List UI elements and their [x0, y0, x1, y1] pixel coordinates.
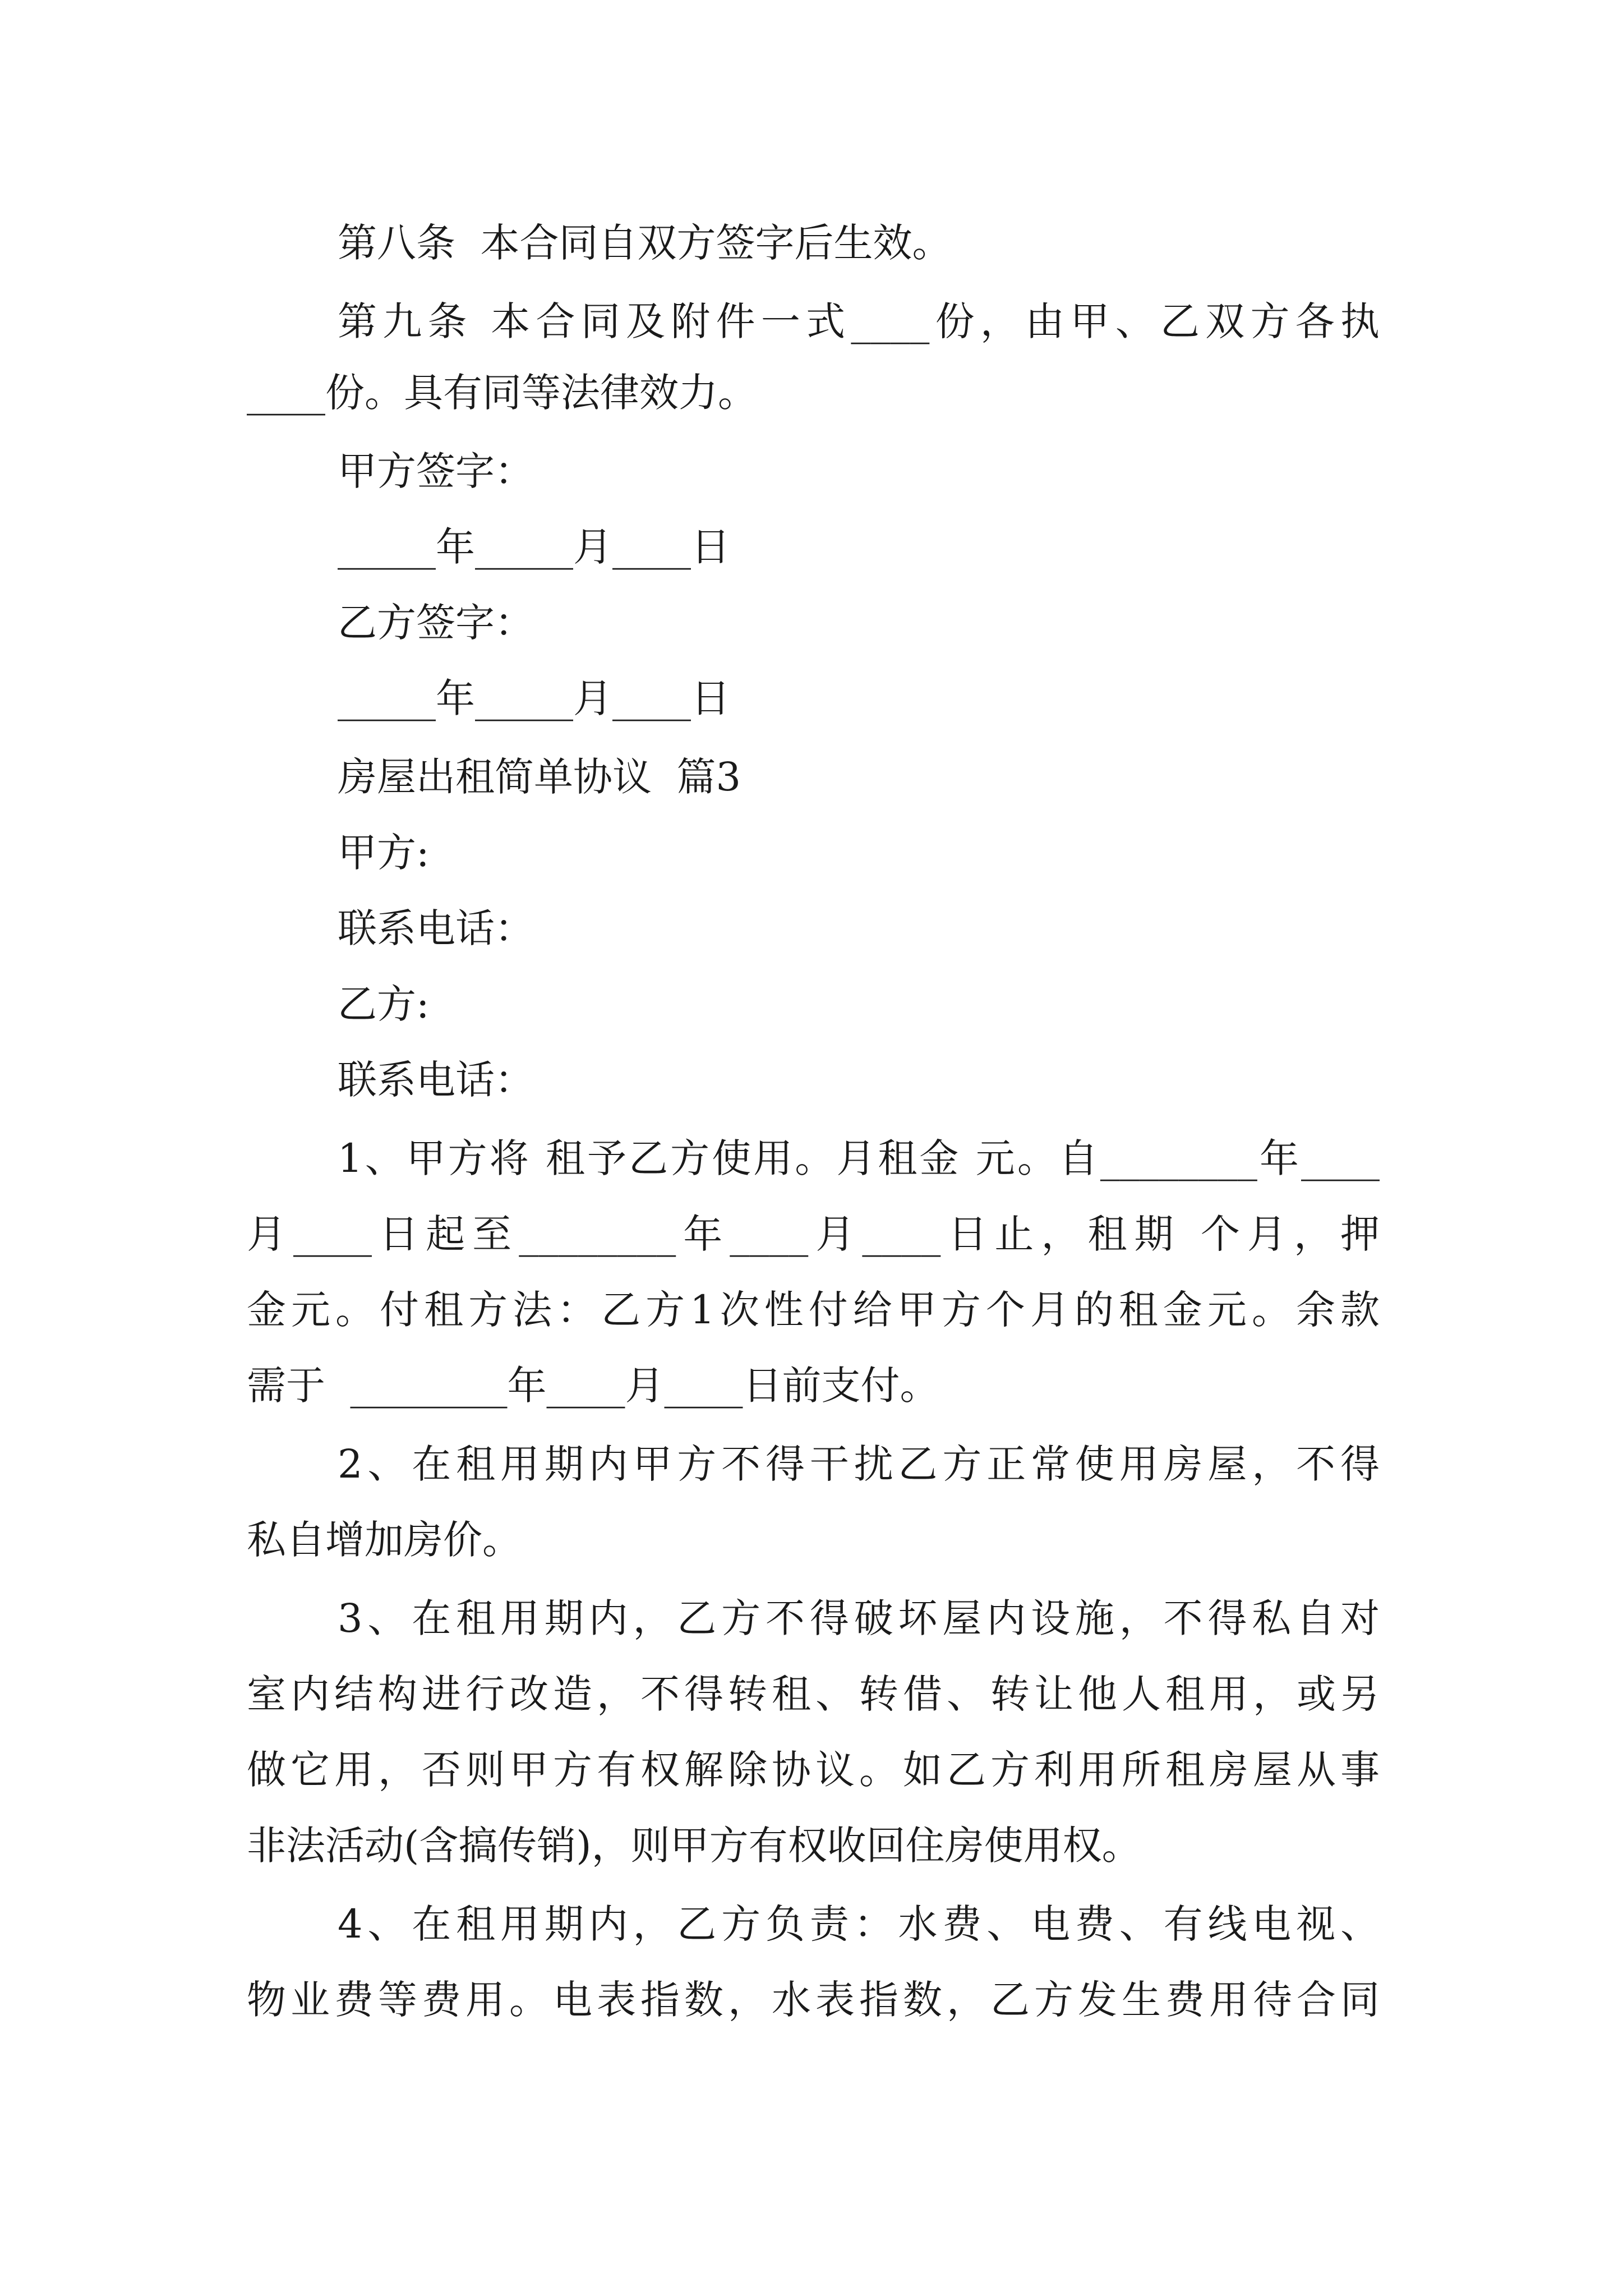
- clause-3-line-1: 3、在租用期内，乙方不得破坏屋内设施，不得私自对: [338, 1595, 1380, 1641]
- article-9-line-1: 第九条 本合同及附件一式____份，由甲、乙双方各执: [338, 298, 1380, 344]
- clause-1-line-2: 月____日起至________年____月____日止，租期 个月，押: [247, 1211, 1380, 1257]
- party-a-phone-label: 联系电话：: [338, 905, 534, 951]
- party-b-date-line: _____年_____月____日: [338, 675, 730, 721]
- clause-3-line-2: 室内结构进行改造，不得转租、转借、转让他人租用，或另: [247, 1671, 1380, 1717]
- clause-1-line-3: 金元。付租方法：乙方1次性付给甲方个月的租金元。余款: [247, 1287, 1380, 1333]
- clause-4-line-1: 4、在租用期内，乙方负责：水费、电费、有线电视、: [338, 1901, 1380, 1947]
- clause-2-line-1: 2、在租用期内甲方不得干扰乙方正常使用房屋，不得: [338, 1441, 1380, 1487]
- section-heading: 房屋出租简单协议 篇3: [338, 754, 741, 800]
- clause-2-line-2: 私自增加房价。: [247, 1517, 522, 1563]
- clause-3-line-3: 做它用，否则甲方有权解除协议。如乙方利用所租房屋从事: [247, 1747, 1380, 1793]
- clause-1-line-1: 1、甲方将 租予乙方使用。月租金 元。自________年____: [338, 1135, 1380, 1181]
- party-a-signature-label: 甲方签字：: [338, 448, 534, 494]
- party-a-date-line: _____年_____月____日: [338, 524, 730, 570]
- party-a-label: 甲方:: [338, 830, 430, 876]
- clause-1-line-4: 需于 ________年____月____日前支付。: [247, 1363, 939, 1409]
- party-b-label: 乙方:: [338, 981, 430, 1027]
- party-b-phone-label: 联系电话：: [338, 1057, 534, 1103]
- article-9-line-2: ____份。具有同等法律效力。: [247, 370, 757, 416]
- clause-3-line-4: 非法活动(含搞传销)，则甲方有权收回住房使用权。: [247, 1823, 1141, 1869]
- article-8: 第八条 本合同自双方签字后生效。: [338, 220, 952, 266]
- clause-4-line-2: 物业费等费用。电表指数，水表指数，乙方发生费用待合同: [247, 1977, 1380, 2023]
- party-b-signature-label: 乙方签字：: [338, 600, 534, 646]
